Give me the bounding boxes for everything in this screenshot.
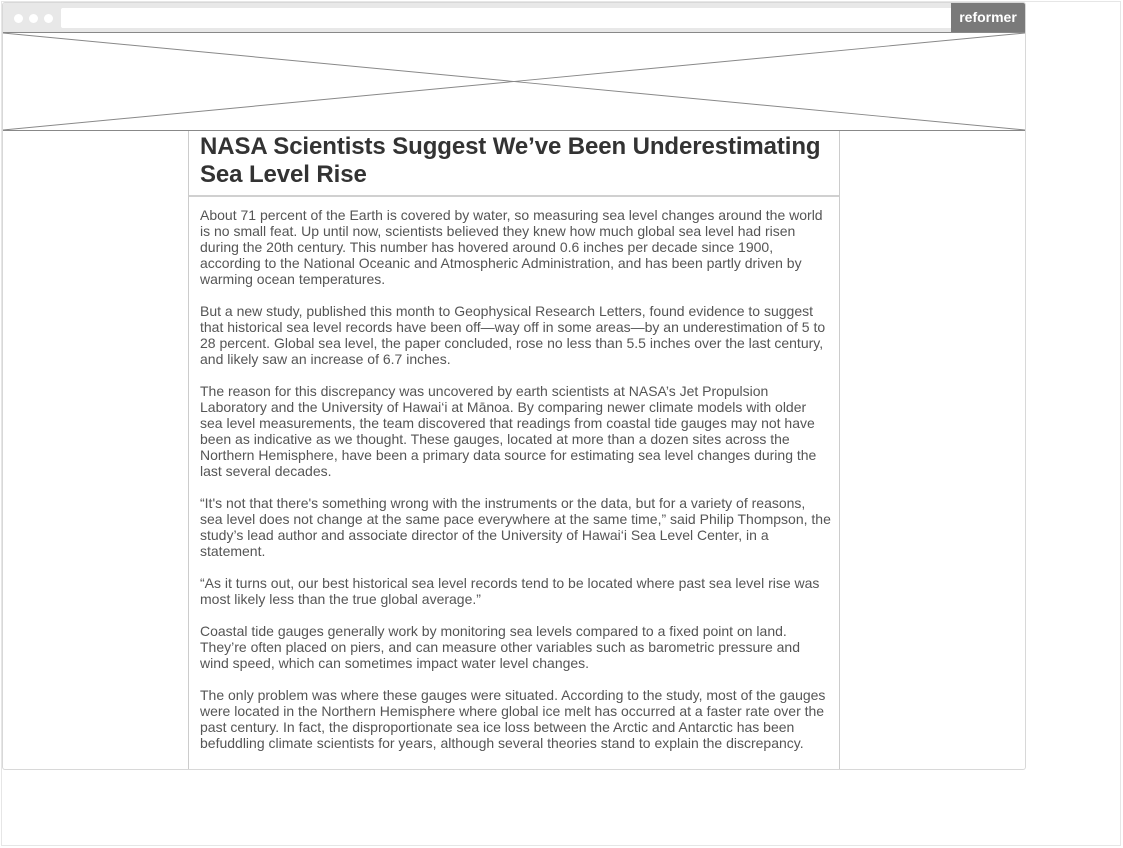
article-paragraph: But a new study, published this month to Geophysical Research Letters, found evidence to suggest that historical sea level records have been off—way off in some areas—by an underestimation of 5 to 28 percent. Global sea level, the paper concluded, rose no less than 5.5 inches over the last century, and likely saw an increase of 6.7 inches. — [200, 303, 826, 367]
article-paragraph: “It's not that there's something wrong with the instruments or the data, but for a variety of reasons, sea level does not change at the same pace everywhere at the same time,” said Philip Thompson, the study’s lead author and associate director of the University of Hawai‘i Sea Level Center, in a statement. — [200, 495, 831, 559]
window-dot-icon[interactable] — [44, 14, 53, 23]
window-dot-icon[interactable] — [29, 14, 38, 23]
article-paragraph: The only problem was where these gauges were situated. According to the study, most of the gauges were located in the Northern Hemisphere where global ice melt has occurred at a faster rate over the past century. In fact, the disproportionate sea ice loss between the Arctic and Antarctic has been befuddling climate scientists for years, although several theories stand to explain the discrepancy. — [200, 687, 826, 751]
article-panel — [188, 131, 840, 770]
placeholder-cross-icon — [3, 33, 1025, 130]
reformer-button[interactable]: reformer — [951, 3, 1025, 32]
browser-title-bar — [3, 3, 1025, 32]
article-title: NASA Scientists Suggest We’ve Been Underestimating Sea Level Rise — [200, 133, 821, 188]
address-bar[interactable] — [61, 8, 953, 28]
article-paragraph: About 71 percent of the Earth is covered by water, so measuring sea level changes around the world is no small feat. Up until now, scientists believed they knew how much global sea level had risen during the 20th century. This number has hovered around 0.6 inches per decade since 1900, according to the National Oceanic and Atmospheric Administration, and has been partly driven by warming ocean temperatures. — [200, 207, 823, 287]
browser-window — [2, 2, 1026, 770]
article-header — [189, 131, 839, 197]
window-dot-icon[interactable] — [14, 14, 23, 23]
article-paragraph: The reason for this discrepancy was uncovered by earth scientists at NASA’s Jet Propulsion Laboratory and the University of Hawai‘i at Mānoa. By comparing newer climate models with older sea level measurements, the team discovered that readings from coastal tide gauges may not have been as indicative as we thought. These gauges, located at more than a dozen sites across the Northern Hemisphere, have been a primary data source for estimating sea level changes during the last several decades. — [200, 383, 817, 479]
hero-image-placeholder — [3, 32, 1025, 131]
article-body — [189, 197, 839, 751]
article-paragraph: Coastal tide gauges generally work by monitoring sea levels compared to a fixed point on land. They’re often placed on piers, and can measure other variables such as barometric pressure and wind speed, which can sometimes impact water level changes. — [200, 623, 800, 671]
article-paragraph: “As it turns out, our best historical sea level records tend to be located where past sea level rise was most likely less than the true global average.” — [200, 575, 820, 607]
window-controls — [14, 14, 53, 23]
